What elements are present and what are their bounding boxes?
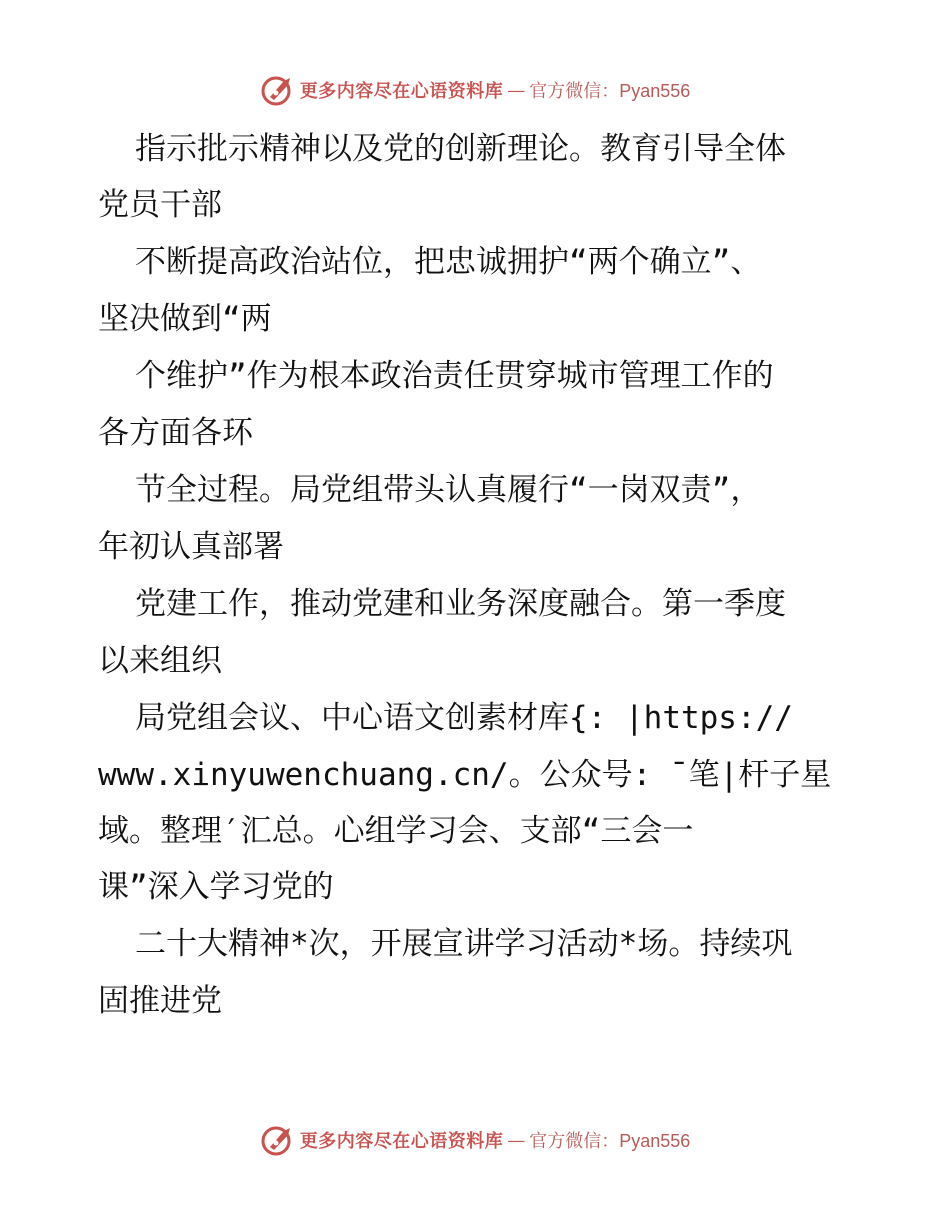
body-line: 局党组会议、中心语文创素材库{: |https:// <box>135 700 793 736</box>
footer-banner <box>0 1120 950 1160</box>
body-line: 不断提高政治站位，把忠诚拥护“两个确立”、 <box>135 244 762 280</box>
header-banner <box>0 70 950 110</box>
banner-title: 更多内容尽在心语资料库 <box>299 81 504 102</box>
body-line: 固推进党 <box>98 983 222 1019</box>
body-line: 个维护”作为根本政治责任贯穿城市管理工作的 <box>135 358 774 394</box>
banner-title: 更多内容尽在心语资料库 <box>299 1131 504 1152</box>
pen-nib-logo-icon <box>260 72 296 108</box>
body-line: 党建工作，推动党建和业务深度融合。第一季度 <box>135 586 786 622</box>
body-line: 党员干部 <box>98 187 222 223</box>
body-line: 节全过程。局党组带头认真履行“一岗双责”， <box>135 472 762 508</box>
banner-wechat: 官方微信：Pyan556 <box>529 1131 691 1151</box>
body-line: www.xinyuwenchuang.cn/。公众号: ¯笔|杆子星 <box>98 757 832 793</box>
body-line: 各方面各环 <box>98 415 253 451</box>
body-line: 以来组织 <box>98 643 222 679</box>
pen-nib-logo-icon <box>260 1122 296 1158</box>
banner-dash: — <box>507 79 526 101</box>
body-line: 坚决做到“两 <box>98 301 272 337</box>
body-line: 二十大精神*次，开展宣讲学习活动*场。持续巩 <box>135 926 793 962</box>
body-line: 年初认真部署 <box>98 529 284 565</box>
banner-wechat: 官方微信：Pyan556 <box>529 81 691 101</box>
body-line: 域。整理′汇总。心组学习会、支部“三会一 <box>98 813 694 849</box>
document-body <box>98 121 898 1029</box>
body-line: 课”深入学习党的 <box>98 869 334 905</box>
body-line: 指示批示精神以及党的创新理论。教育引导全体 <box>135 131 786 167</box>
banner-dash: — <box>507 1129 526 1151</box>
